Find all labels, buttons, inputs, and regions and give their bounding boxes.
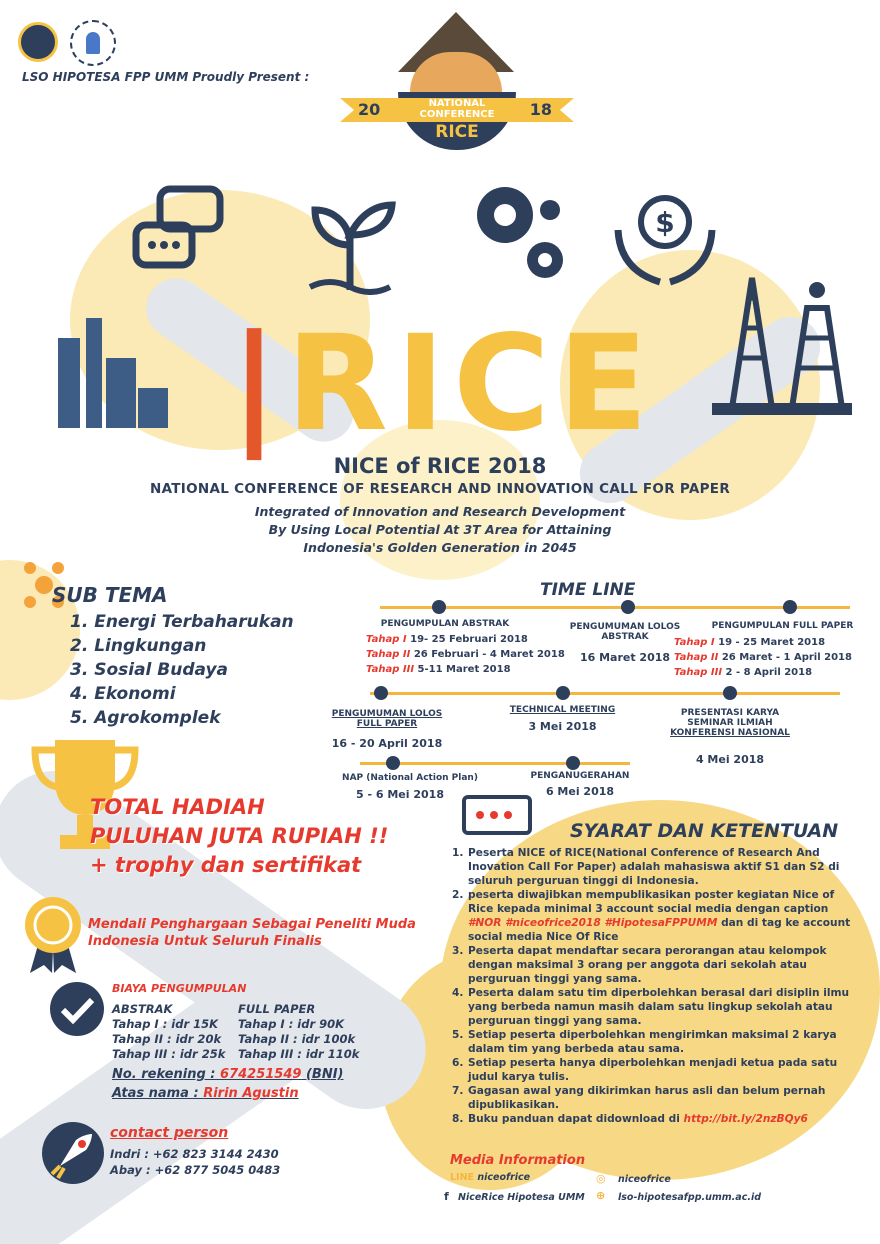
factory-icon bbox=[58, 318, 168, 428]
timeline-presentasi-head: PRESENTASI KARYA SEMINAR ILMIAH KONFERENSI NASIONAL bbox=[670, 708, 790, 738]
badge-year-right: 18 bbox=[529, 100, 552, 119]
plant-sprout-icon bbox=[300, 195, 400, 295]
timeline-technical-date: 3 Mei 2018 bbox=[528, 720, 597, 733]
sub-tema-item: 5. Agrokomplek bbox=[70, 708, 221, 728]
timeline-abstrak-step: Tahap II 26 Februari - 4 Maret 2018 bbox=[366, 649, 565, 660]
oil-rig-icon bbox=[712, 268, 852, 430]
syarat-item: 1. Peserta NICE of RICE(National Conference of Research And Inovation Call For Paper) adalah mahasiswa aktif S1 dan S2 di seluruh perguruan tinggi di Indonesia. bbox=[452, 847, 840, 887]
rekening-number: No. rekening : 674251549 (BNI) bbox=[112, 1067, 344, 1082]
media-facebook: NiceRice Hipotesa UMM bbox=[458, 1192, 585, 1203]
contact-title: contact person bbox=[110, 1125, 229, 1141]
rekening-name: Atas nama : Ririn Agustin bbox=[112, 1086, 299, 1101]
biaya-full-item: Tahap I : idr 90K bbox=[238, 1017, 345, 1031]
timeline-nap-date: 5 - 6 Mei 2018 bbox=[356, 788, 444, 801]
timeline-title: TIME LINE bbox=[540, 580, 636, 600]
badge-name: RICE bbox=[435, 122, 479, 142]
rocket-icon bbox=[40, 1120, 106, 1186]
theme-line-1: Integrated of Innovation and Research Development bbox=[254, 504, 626, 519]
timeline-lolos-full-head: PENGUMUMAN LOLOS FULL PAPER bbox=[331, 709, 443, 729]
line-icon: LINE bbox=[450, 1172, 475, 1183]
timeline-line bbox=[360, 762, 630, 765]
medal-line-2: Indonesia Untuk Seluruh Finalis bbox=[88, 934, 322, 949]
syarat-item: 5. Setiap peserta diperbolehkan mengirimkan maksimal 2 karya dalam tim yang berbeda atau sama. bbox=[452, 1029, 837, 1055]
theme-line-2: By Using Local Potential At 3T Area for Attaining bbox=[268, 522, 612, 537]
timeline-full-paper-step: Tahap III 2 - 8 April 2018 bbox=[674, 667, 813, 678]
medal-line-1: Mendali Penghargaan Sebagai Peneliti Muda bbox=[88, 917, 416, 932]
big-rice-letter-i: | bbox=[230, 307, 287, 461]
main-title: NICE of RICE 2018 bbox=[333, 454, 547, 478]
syarat-list bbox=[452, 846, 862, 1126]
facebook-icon: f bbox=[444, 1190, 449, 1203]
media-web: lso-hipotesafpp.umm.ac.id bbox=[618, 1192, 761, 1203]
medal-icon bbox=[22, 895, 84, 975]
media-title: Media Information bbox=[450, 1153, 586, 1168]
presenter-text: LSO HIPOTESA FPP UMM Proudly Present : bbox=[22, 70, 310, 84]
contact-line: Indri : +62 823 3144 2430 bbox=[110, 1147, 279, 1161]
syarat-item: 8. Buku panduan dapat didownload di http://bit.ly/2nzBQy6 bbox=[452, 1113, 808, 1125]
biaya-full-head: FULL PAPER bbox=[238, 1002, 316, 1016]
syarat-item: 6. Setiap peserta hanya diperbolehkan menjadi ketua pada satu judul karya tulis. bbox=[452, 1057, 838, 1083]
svg-text:$: $ bbox=[655, 206, 675, 239]
big-rice-letters: RICE bbox=[286, 307, 657, 461]
badge-line1: NATIONAL bbox=[428, 98, 486, 109]
timeline-lolos-full-date: 16 - 20 April 2018 bbox=[331, 737, 443, 750]
timeline-abstrak-head: PENGUMPULAN ABSTRAK bbox=[380, 619, 510, 629]
biaya-abstrak-item: Tahap III : idr 25k bbox=[112, 1047, 226, 1061]
sub-tema-item: 4. Ekonomi bbox=[70, 684, 176, 704]
timeline-dot bbox=[783, 600, 797, 614]
badge-text bbox=[340, 98, 574, 120]
timeline-dot bbox=[566, 756, 580, 770]
money-hands-icon bbox=[610, 190, 720, 290]
hipotesa-logo-mark bbox=[86, 32, 100, 54]
sub-title: NATIONAL CONFERENCE OF RESEARCH AND INNOVATION CALL FOR PAPER bbox=[149, 481, 731, 497]
prize-line-1: TOTAL HADIAH bbox=[90, 795, 265, 819]
timeline-anugerah-date: 6 Mei 2018 bbox=[545, 785, 615, 798]
speech-box-icon bbox=[462, 795, 532, 835]
biaya-full-item: Tahap II : idr 100k bbox=[238, 1032, 356, 1046]
syarat-title: SYARAT DAN KETENTUAN bbox=[570, 820, 839, 842]
timeline-anugerah-head: PENGANUGERAHAN bbox=[530, 771, 630, 781]
sub-tema-item: 3. Sosial Budaya bbox=[70, 660, 229, 680]
chat-bubbles-icon bbox=[130, 185, 230, 285]
prize-line-2: PULUHAN JUTA RUPIAH !! bbox=[90, 824, 389, 848]
biaya-abstrak-item: Tahap I : idr 15K bbox=[112, 1017, 219, 1031]
globe-icon: ⊕ bbox=[596, 1189, 606, 1202]
timeline-nap-head: NAP (National Action Plan) bbox=[342, 773, 478, 783]
biaya-abstrak-head: ABSTRAK bbox=[112, 1002, 173, 1016]
theme-line-3: Indonesia's Golden Generation in 2045 bbox=[303, 540, 577, 555]
instagram-icon: ◎ bbox=[596, 1172, 606, 1185]
media-line: LINE niceofrice bbox=[450, 1172, 531, 1183]
hipotesa-logo bbox=[70, 20, 116, 66]
conference-badge bbox=[340, 12, 570, 152]
timeline-lolos-abstrak-date: 16 Maret 2018 bbox=[579, 651, 671, 664]
timeline-dot bbox=[723, 686, 737, 700]
gears-icon bbox=[455, 170, 575, 290]
timeline-dot bbox=[374, 686, 388, 700]
timeline-full-paper-head: PENGUMPULAN FULL PAPER bbox=[711, 621, 854, 631]
syarat-item: 3. Peserta dapat mendaftar secara perorangan atau kelompok dengan maksimal 3 orang per anggota dari sekolah atau perguruan tinggi yang sama. bbox=[452, 945, 827, 985]
timeline-dot bbox=[556, 686, 570, 700]
timeline-line bbox=[380, 606, 850, 609]
syarat-item: 2. peserta diwajibkan mempublikasikan poster kegiatan Nice of Rice kepada minimal 3 account social media dengan caption #NOR #niceofrice2018 #HipotesaFPPUMM dan di tag ke account social media Nice Of Rice bbox=[452, 889, 851, 943]
badge-line2: CONFERENCE bbox=[419, 109, 495, 120]
biaya-title: BIAYA PENGUMPULAN bbox=[112, 982, 247, 995]
sub-tema-item: 2. Lingkungan bbox=[70, 636, 207, 656]
timeline-dot bbox=[432, 600, 446, 614]
sub-tema-item: 1. Energi Terbaharukan bbox=[70, 612, 294, 632]
timeline-dot bbox=[621, 600, 635, 614]
timeline-presentasi-date: 4 Mei 2018 bbox=[695, 753, 765, 766]
badge-year-left: 20 bbox=[358, 100, 381, 119]
checkmark-icon bbox=[48, 980, 106, 1038]
sub-tema-title: SUB TEMA bbox=[52, 583, 168, 607]
syarat-item: 7. Gagasan awal yang dikirimkan harus asli dan belum pernah dipublikasikan. bbox=[452, 1085, 826, 1111]
biaya-abstrak-item: Tahap II : idr 20k bbox=[112, 1032, 222, 1046]
timeline-abstrak-step: Tahap I 19- 25 Februari 2018 bbox=[366, 634, 528, 645]
timeline-technical-head: TECHNICAL MEETING bbox=[509, 705, 616, 715]
biaya-full-item: Tahap III : idr 110k bbox=[238, 1047, 360, 1061]
timeline-full-paper-step: Tahap II 26 Maret - 1 April 2018 bbox=[674, 652, 852, 663]
timeline-full-paper-step: Tahap I 19 - 25 Maret 2018 bbox=[674, 637, 826, 648]
prize-line-3: + trophy dan sertifikat bbox=[90, 853, 362, 877]
timeline-abstrak-step: Tahap III 5-11 Maret 2018 bbox=[366, 664, 511, 675]
media-instagram: niceofrice bbox=[618, 1174, 671, 1185]
syarat-item: 4. Peserta dalam satu tim diperbolehkan berasal dari disiplin ilmu yang berbeda namun masih dalam satu lingkup sekolah atau perguruan tinggi yang sama. bbox=[452, 987, 850, 1027]
big-rice-title bbox=[230, 307, 657, 461]
university-logo bbox=[18, 22, 58, 62]
timeline-line bbox=[370, 692, 840, 695]
timeline-lolos-abstrak-head: PENGUMUMAN LOLOS ABSTRAK bbox=[569, 622, 681, 642]
contact-line: Abay : +62 877 5045 0483 bbox=[110, 1163, 281, 1177]
timeline-dot bbox=[386, 756, 400, 770]
